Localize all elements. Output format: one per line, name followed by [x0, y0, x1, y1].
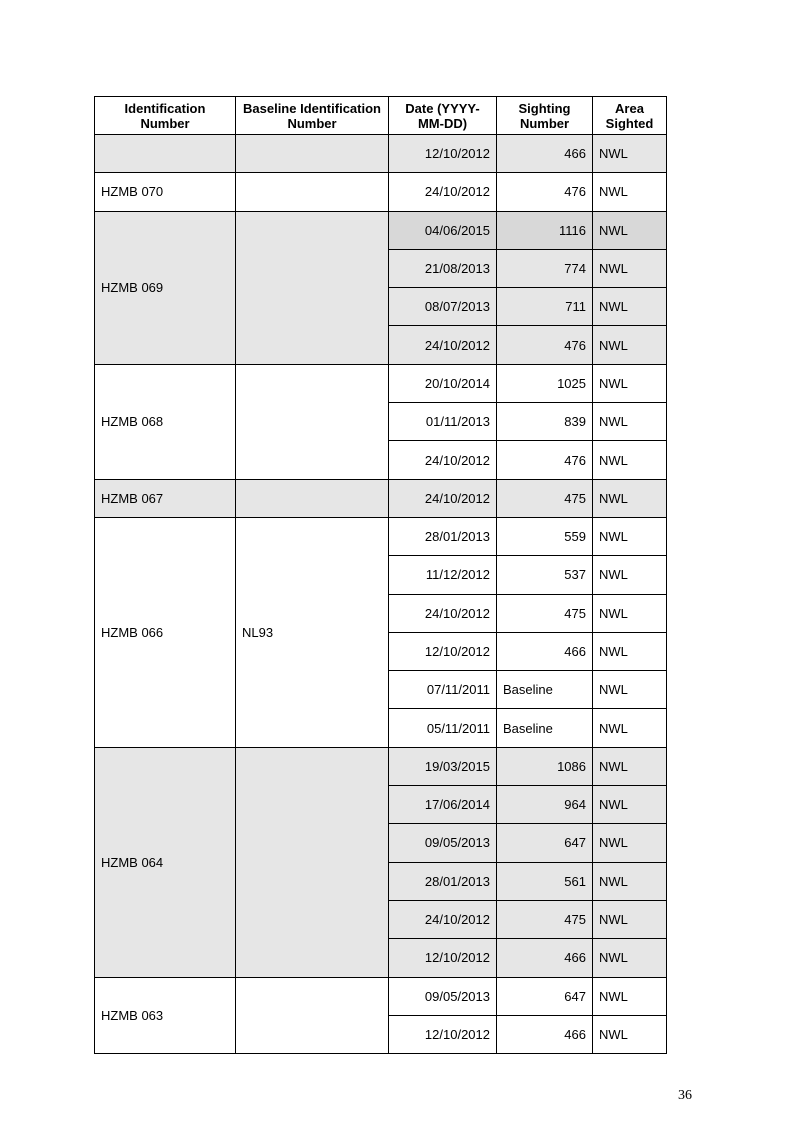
table-row	[95, 173, 667, 211]
area-sighted-cell: NWL	[593, 632, 667, 670]
sighting-number-cell: 475	[497, 900, 593, 938]
date-cell: 24/10/2012	[389, 594, 497, 632]
date-cell: 04/06/2015	[389, 211, 497, 249]
area-sighted-cell: NWL	[593, 441, 667, 479]
area-sighted-cell: NWL	[593, 747, 667, 785]
baseline-identification-cell	[236, 977, 389, 1054]
sighting-number-cell: 1025	[497, 364, 593, 402]
sighting-number-cell: 476	[497, 441, 593, 479]
table-row	[95, 211, 667, 249]
sighting-number-cell: 466	[497, 1015, 593, 1053]
table-row	[95, 747, 667, 785]
area-sighted-cell: NWL	[593, 556, 667, 594]
identification-number-cell: HZMB 067	[95, 479, 236, 517]
area-sighted-cell: NWL	[593, 288, 667, 326]
table-row	[95, 479, 667, 517]
sighting-number-cell: 466	[497, 939, 593, 977]
sighting-number-cell: 466	[497, 632, 593, 670]
header-area-sighted: Area Sighted	[593, 97, 667, 135]
date-cell: 19/03/2015	[389, 747, 497, 785]
baseline-identification-cell	[236, 135, 389, 173]
sighting-number-cell: 964	[497, 786, 593, 824]
sighting-number-cell: 559	[497, 517, 593, 555]
baseline-identification-cell	[236, 479, 389, 517]
header-sighting-number: Sighting Number	[497, 97, 593, 135]
area-sighted-cell: NWL	[593, 249, 667, 287]
area-sighted-cell: NWL	[593, 709, 667, 747]
area-sighted-cell: NWL	[593, 862, 667, 900]
sighting-number-cell: 774	[497, 249, 593, 287]
identification-number-cell: HZMB 063	[95, 977, 236, 1054]
sighting-number-cell: 466	[497, 135, 593, 173]
sighting-number-cell: 561	[497, 862, 593, 900]
date-cell: 09/05/2013	[389, 977, 497, 1015]
date-cell: 21/08/2013	[389, 249, 497, 287]
date-cell: 24/10/2012	[389, 173, 497, 211]
area-sighted-cell: NWL	[593, 900, 667, 938]
table-row	[95, 135, 667, 173]
area-sighted-cell: NWL	[593, 517, 667, 555]
baseline-identification-cell	[236, 747, 389, 977]
table-body	[95, 135, 667, 1054]
area-sighted-cell: NWL	[593, 364, 667, 402]
identification-number-cell	[95, 135, 236, 173]
date-cell: 12/10/2012	[389, 1015, 497, 1053]
area-sighted-cell: NWL	[593, 326, 667, 364]
date-cell: 09/05/2013	[389, 824, 497, 862]
date-cell: 28/01/2013	[389, 862, 497, 900]
sighting-number-cell: 476	[497, 173, 593, 211]
baseline-identification-cell	[236, 173, 389, 211]
sighting-number-cell: 1116	[497, 211, 593, 249]
sighting-number-cell: 839	[497, 403, 593, 441]
area-sighted-cell: NWL	[593, 671, 667, 709]
area-sighted-cell: NWL	[593, 403, 667, 441]
date-cell: 24/10/2012	[389, 441, 497, 479]
area-sighted-cell: NWL	[593, 824, 667, 862]
date-cell: 11/12/2012	[389, 556, 497, 594]
date-cell: 12/10/2012	[389, 939, 497, 977]
date-cell: 01/11/2013	[389, 403, 497, 441]
table-row	[95, 977, 667, 1015]
area-sighted-cell: NWL	[593, 211, 667, 249]
sighting-number-cell: 475	[497, 594, 593, 632]
sighting-number-cell: 647	[497, 824, 593, 862]
date-cell: 08/07/2013	[389, 288, 497, 326]
table-row	[95, 517, 667, 555]
area-sighted-cell: NWL	[593, 135, 667, 173]
date-cell: 12/10/2012	[389, 632, 497, 670]
sighting-number-cell: 475	[497, 479, 593, 517]
date-cell: 24/10/2012	[389, 900, 497, 938]
area-sighted-cell: NWL	[593, 173, 667, 211]
sighting-number-cell: 647	[497, 977, 593, 1015]
header-baseline-identification-number: Baseline Identification Number	[236, 97, 389, 135]
sighting-number-cell: 1086	[497, 747, 593, 785]
header-row	[95, 97, 667, 135]
sightings-table	[94, 96, 667, 1054]
area-sighted-cell: NWL	[593, 479, 667, 517]
area-sighted-cell: NWL	[593, 594, 667, 632]
date-cell: 07/11/2011	[389, 671, 497, 709]
date-cell: 17/06/2014	[389, 786, 497, 824]
identification-number-cell: HZMB 069	[95, 211, 236, 364]
page-number: 36	[678, 1088, 692, 1103]
identification-number-cell: HZMB 066	[95, 517, 236, 747]
sighting-number-cell: 476	[497, 326, 593, 364]
date-cell: 24/10/2012	[389, 326, 497, 364]
area-sighted-cell: NWL	[593, 977, 667, 1015]
date-cell: 12/10/2012	[389, 135, 497, 173]
table-row	[95, 364, 667, 402]
baseline-identification-cell: NL93	[236, 517, 389, 747]
baseline-identification-cell	[236, 211, 389, 364]
area-sighted-cell: NWL	[593, 1015, 667, 1053]
header-identification-number: Identification Number	[95, 97, 236, 135]
area-sighted-cell: NWL	[593, 939, 667, 977]
sighting-number-cell: Baseline	[497, 709, 593, 747]
date-cell: 28/01/2013	[389, 517, 497, 555]
sighting-number-cell: 711	[497, 288, 593, 326]
date-cell: 05/11/2011	[389, 709, 497, 747]
identification-number-cell: HZMB 068	[95, 364, 236, 479]
header-date: Date (YYYY-MM-DD)	[389, 97, 497, 135]
date-cell: 20/10/2014	[389, 364, 497, 402]
identification-number-cell: HZMB 064	[95, 747, 236, 977]
identification-number-cell: HZMB 070	[95, 173, 236, 211]
baseline-identification-cell	[236, 364, 389, 479]
area-sighted-cell: NWL	[593, 786, 667, 824]
date-cell: 24/10/2012	[389, 479, 497, 517]
sighting-number-cell: 537	[497, 556, 593, 594]
sighting-number-cell: Baseline	[497, 671, 593, 709]
